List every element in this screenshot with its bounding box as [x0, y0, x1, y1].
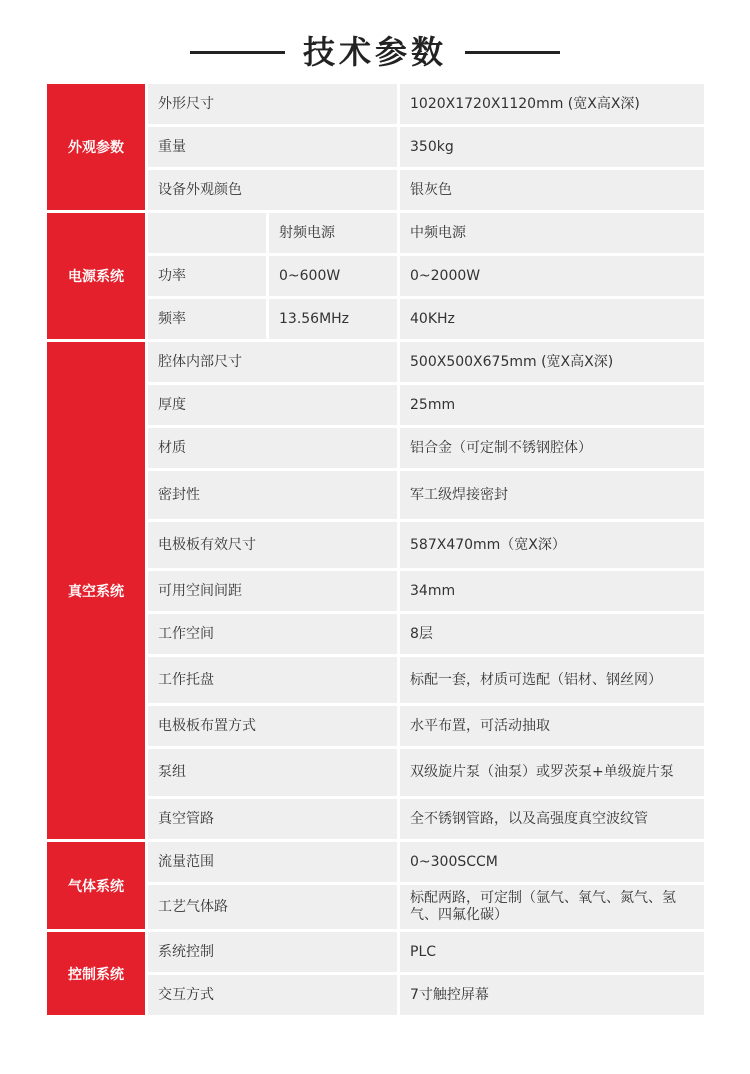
table-header-row	[148, 213, 704, 253]
title-right-rule	[465, 51, 560, 54]
mf-value: 40KHz	[400, 299, 704, 339]
row-value: 1020X1720X1120mm (宽X高X深)	[400, 84, 704, 124]
table-row	[148, 614, 704, 654]
row-value: 350kg	[400, 127, 704, 167]
category-control: 控制系统	[47, 932, 145, 1015]
table-row	[148, 522, 704, 568]
table-row	[148, 842, 704, 882]
mf-power-header: 中频电源	[400, 213, 704, 253]
row-label: 重量	[148, 127, 397, 167]
section-power	[47, 213, 704, 339]
row-label: 系统控制	[148, 932, 397, 972]
section-vacuum	[47, 342, 704, 839]
row-value: 银灰色	[400, 170, 704, 210]
mf-value: 0~2000W	[400, 256, 704, 296]
row-value: 标配两路，可定制（氩气、氧气、氮气、氢气、四氟化碳）	[400, 885, 704, 929]
category-power: 电源系统	[47, 213, 145, 339]
row-label: 功率	[148, 256, 266, 296]
section-appearance	[47, 84, 704, 210]
row-value: PLC	[400, 932, 704, 972]
row-label-empty	[148, 213, 266, 253]
table-row	[148, 749, 704, 796]
table-row	[148, 170, 704, 210]
table-row	[148, 799, 704, 839]
table-row	[148, 885, 704, 929]
row-label: 频率	[148, 299, 266, 339]
row-value: 铝合金（可定制不锈钢腔体）	[400, 428, 704, 468]
row-label: 流量范围	[148, 842, 397, 882]
category-vacuum: 真空系统	[47, 342, 145, 839]
row-value: 标配一套，材质可选配（铝材、钢丝网）	[400, 657, 704, 703]
row-label: 厚度	[148, 385, 397, 425]
row-value: 587X470mm（宽X深）	[400, 522, 704, 568]
table-row	[148, 428, 704, 468]
table-row	[148, 706, 704, 746]
row-label: 电极板布置方式	[148, 706, 397, 746]
section-control	[47, 932, 704, 1015]
row-value: 0~300SCCM	[400, 842, 704, 882]
page-title: 技术参数	[302, 33, 447, 71]
row-label: 腔体内部尺寸	[148, 342, 397, 382]
section-gas	[47, 842, 704, 929]
row-label: 材质	[148, 428, 397, 468]
row-label: 工作托盘	[148, 657, 397, 703]
row-value: 全不锈钢管路，以及高强度真空波纹管	[400, 799, 704, 839]
row-label: 泵组	[148, 749, 397, 796]
page-header	[0, 28, 750, 76]
row-value: 500X500X675mm (宽X高X深)	[400, 342, 704, 382]
row-label: 外形尺寸	[148, 84, 397, 124]
spec-table	[47, 84, 704, 1018]
row-label: 工艺气体路	[148, 885, 397, 929]
title-left-rule	[190, 51, 285, 54]
table-row	[148, 299, 704, 339]
table-row	[148, 84, 704, 124]
table-row	[148, 657, 704, 703]
row-value: 双级旋片泵（油泵）或罗茨泵+单级旋片泵	[400, 749, 704, 796]
row-label: 工作空间	[148, 614, 397, 654]
row-label: 密封性	[148, 471, 397, 519]
row-value: 水平布置，可活动抽取	[400, 706, 704, 746]
rf-power-header: 射频电源	[269, 213, 397, 253]
row-value: 军工级焊接密封	[400, 471, 704, 519]
table-row	[148, 975, 704, 1015]
category-gas: 气体系统	[47, 842, 145, 929]
category-appearance: 外观参数	[47, 84, 145, 210]
row-value: 25mm	[400, 385, 704, 425]
row-label: 真空管路	[148, 799, 397, 839]
table-row	[148, 342, 704, 382]
table-row	[148, 471, 704, 519]
row-label: 可用空间间距	[148, 571, 397, 611]
table-row	[148, 571, 704, 611]
row-value: 8层	[400, 614, 704, 654]
row-value: 34mm	[400, 571, 704, 611]
rf-value: 0~600W	[269, 256, 397, 296]
table-row	[148, 385, 704, 425]
row-label: 电极板有效尺寸	[148, 522, 397, 568]
table-row	[148, 127, 704, 167]
table-row	[148, 932, 704, 972]
row-label: 设备外观颜色	[148, 170, 397, 210]
row-label: 交互方式	[148, 975, 397, 1015]
table-row	[148, 256, 704, 296]
rf-value: 13.56MHz	[269, 299, 397, 339]
row-value: 7寸触控屏幕	[400, 975, 704, 1015]
